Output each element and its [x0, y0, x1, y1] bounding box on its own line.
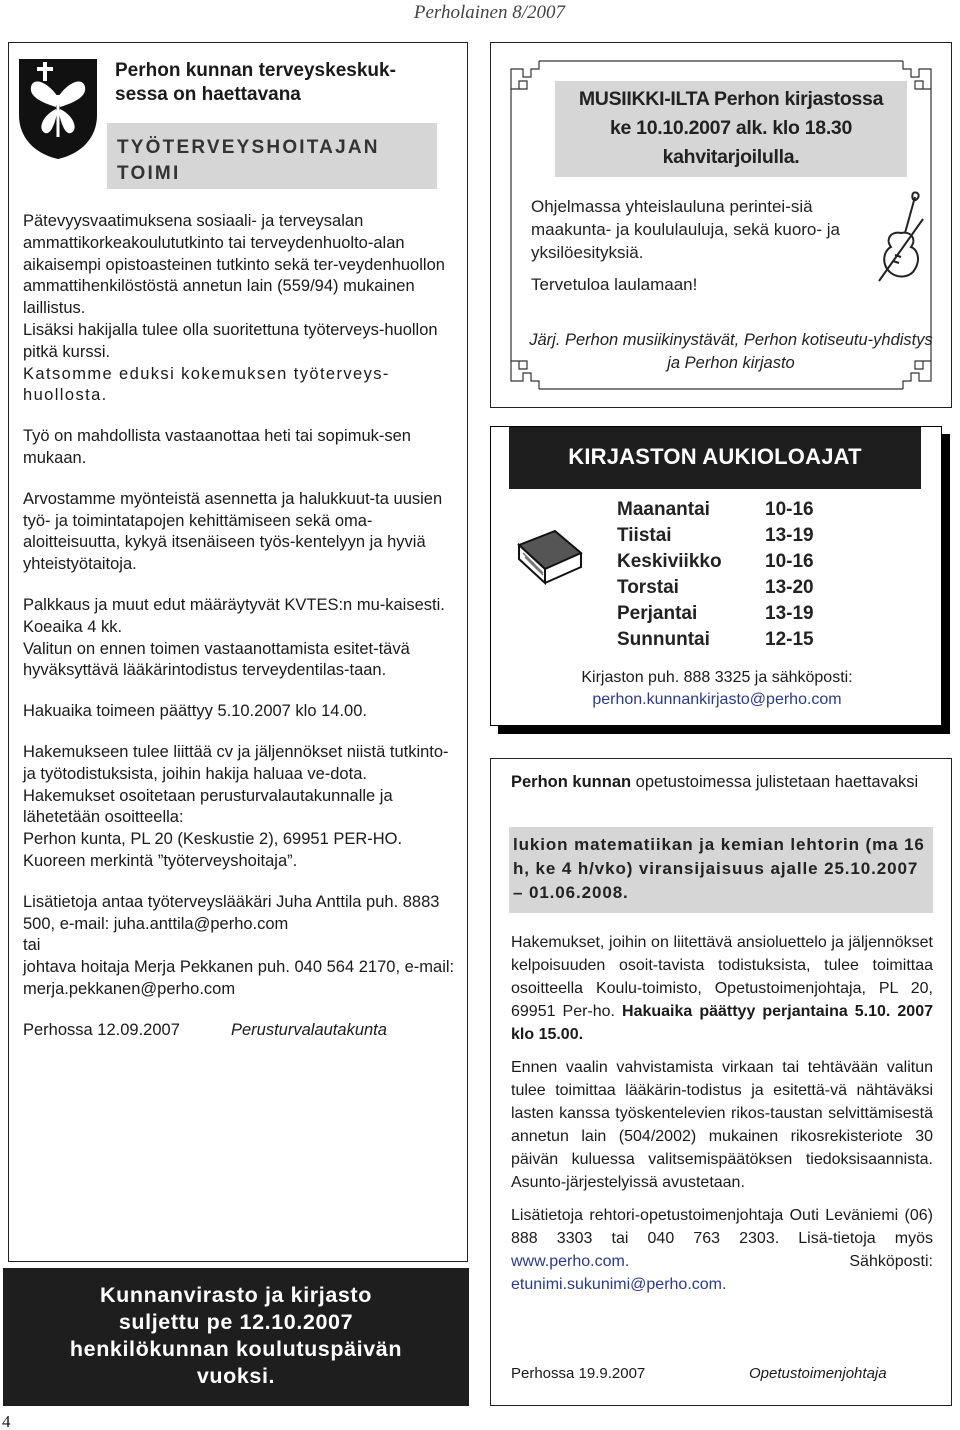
hours-day: Maanantai: [617, 499, 710, 520]
trial-text: Koeaika 4 kk.: [23, 617, 123, 636]
hours-day: Keskiviikko: [617, 551, 722, 572]
hours-time: 13-19: [765, 603, 814, 624]
library-title: KIRJASTON AUKIOLOAJAT: [509, 427, 921, 489]
attachments-text: Hakemukseen tulee liittää cv ja jäljennökset niistä tutkinto- ja työtodistuksista, joihin hakija haluaa ve-dota.: [23, 742, 449, 783]
job-ad: [8, 42, 468, 1262]
library-email-link[interactable]: perhon.kunnankirjasto@perho.com: [592, 691, 842, 708]
music-organizers: Järj. Perhon musiikinystävät, Perhon kotiseutu-yhdistys ja Perhon kirjasto: [529, 331, 933, 372]
violin-icon: [871, 189, 929, 291]
hours-row: [617, 549, 814, 575]
music-title: [555, 81, 907, 177]
job-ad-text: [23, 211, 455, 1042]
teacher-contact: [511, 1204, 933, 1296]
hours-row: [617, 575, 814, 601]
teacher-position: lukion matematiikan ja kemian lehtorin (ma 16 h, ke 4 h/vko) viransijaisuus ajalle 25.10.2007 – 01.06.2008.: [509, 827, 933, 913]
hours-time: 10-16: [765, 499, 814, 520]
hours-day: Torstai: [617, 577, 679, 598]
hours-day: Sunnuntai: [617, 629, 710, 650]
closure-line: Kunnanvirasto ja kirjasto: [100, 1283, 372, 1307]
library-hours: [490, 426, 942, 726]
ad-heading: Perhon kunnan terveyskeskuk-sessa on haettavana: [115, 60, 396, 105]
signature-place: Perhossa 19.9.2007: [511, 1365, 646, 1382]
signature-org: Opetustoimenjohtaja: [749, 1365, 887, 1382]
book-icon: [515, 523, 585, 593]
hours-day: Tiistai: [617, 525, 672, 546]
music-title-line: ke 10.10.2007 alk. klo 18.30: [609, 117, 853, 139]
address-intro: Hakemukset osoitetaan perusturvalautakunnalle ja lähetetään osoitteella:: [23, 786, 393, 827]
contact-or: tai: [23, 936, 41, 955]
music-title-line: MUSIIKKI-ILTA Perhon kirjastossa: [578, 88, 884, 110]
closure-line: suljettu pe 12.10.2007: [118, 1310, 354, 1334]
salary-text: Palkkaus ja muut edut määräytyvät KVTES:n mu-kaisesti.: [23, 595, 445, 614]
postal-address: Perhon kunta, PL 20 (Keskustie 2), 69951 PER-HO.: [23, 830, 403, 849]
hours-time: 13-20: [765, 577, 814, 598]
envelope-mark: Kuoreen merkintä ”työterveyshoitaja”.: [23, 851, 298, 870]
hours-row: [617, 523, 814, 549]
hours-day: Perjantai: [617, 603, 698, 624]
music-description: [531, 195, 881, 305]
job-ad-signature: [23, 1020, 455, 1042]
issue-header: Perholainen 8/2007: [413, 2, 565, 23]
library-contact: [491, 667, 943, 711]
experience-text: Katsomme eduksi kokemuksen työterveys-huollosta.: [23, 364, 390, 405]
signature-org: Perusturvalautakunta: [231, 1020, 387, 1039]
music-event-ad: [490, 42, 952, 408]
teacher-ad-text: [511, 931, 933, 1306]
music-program: Ohjelmassa yhteislauluna perintei-siä maakunta- ja koululauluja, sekä kuoro- ja yksilöesityksiä.: [531, 197, 841, 262]
teacher-ad-signature: [511, 1365, 931, 1382]
signature-place: Perhossa 12.09.2007: [23, 1020, 180, 1039]
intro-rest: opetustoimessa julistetaan haettavaksi: [631, 773, 919, 791]
application-body: Hakemukset, joihin on liitettävä ansioluettelo ja jäljennökset kelpoisuuden osoit-tavista todistuksista, tulee toimittaa osoitteella Koulu-toimisto, Opetustoimenjohtaja, PL 20, 69951 Per-ho.: [511, 934, 933, 1020]
teacher-ad: [490, 758, 952, 1406]
email-label: Sähköposti:: [629, 1253, 933, 1270]
opening-hours-table: [617, 497, 814, 653]
certificate-text: Valitun on ennen toimen vastaanottamista esitet-tävä hyväksyttävä lääkärintodistus terveydentilas-taan.: [23, 639, 410, 680]
email-link[interactable]: etunimi.sukunimi@perho.com.: [511, 1276, 727, 1293]
application-text: [511, 931, 933, 1046]
closure-line: henkilökunnan koulutuspäivän: [69, 1337, 403, 1361]
page-number: 4: [2, 1412, 11, 1430]
library-phone: Kirjaston puh. 888 3325 ja sähköposti:: [581, 669, 853, 686]
closure-notice: [3, 1268, 469, 1406]
teacher-contact-body: Lisätietoja rehtori-opetustoimenjohtaja Outi Leväniemi (06) 888 3303 tai 040 763 2303. Lisä-tietoja myös: [511, 1207, 933, 1247]
hours-time: 13-19: [765, 525, 814, 546]
closure-line: vuoksi.: [196, 1364, 276, 1388]
coat-of-arms-icon: [17, 57, 99, 161]
music-welcome: Tervetuloa laulamaan!: [531, 275, 698, 294]
music-title-line: kahvitarjoilulla.: [662, 146, 800, 168]
start-text: Työ on mahdollista vastaanottaa heti tai sopimuk-sen mukaan.: [23, 427, 411, 467]
job-title: TYÖTERVEYSHOITAJAN TOIMI: [107, 123, 437, 189]
deadline-text: Hakuaika toimeen päättyy 5.10.2007 klo 14.00.: [23, 702, 367, 721]
contact-nurse: johtava hoitaja Merja Pekkanen puh. 040 564 2170, e-mail: merja.pekkanen@perho.com: [23, 958, 455, 998]
website-link[interactable]: www.perho.com.: [511, 1253, 630, 1270]
hours-time: 10-16: [765, 551, 814, 572]
hours-row: [617, 601, 814, 627]
application-deadline: Hakuaika päättyy perjantaina 5.10. 2007 klo 15.00.: [511, 1003, 933, 1043]
hours-row: [617, 497, 814, 523]
qualification-text: Pätevyysvaatimuksena sosiaali- ja terveysalan ammattikorkeakoulututkinto tai terveydenhuolto-alan aikaisempi opistoasteinen tutkinto sekä ter-veydenhuollon ammattihenkilöstöstä annetun lain (559/94) mukainen laillistus.: [23, 212, 445, 318]
hours-time: 12-15: [765, 629, 814, 650]
certificate-requirements: Ennen vaalin vahvistamista virkaan tai tehtävään valitun tulee toimittaa lääkärin-todistus ja esitettä-vä nähtäväksi lasten kanssa työskentelevien rikos-taustan selvittämisestä annetun lain (504/2002) mukainen rikosrekisteriote 30 päivän kuluessa valitsemispäätöksen tiedoksisaannista. Asunto-järjestelyissä avustetaan.: [511, 1059, 933, 1191]
contact-doctor: Lisätietoja antaa työterveyslääkäri Juha Anttila puh. 8883 500, e-mail: juha.anttila@perho.com: [23, 892, 440, 933]
attitude-text: Arvostamme myönteistä asennetta ja halukkuut-ta uusien työ- ja toimintatapojen kehittämiseen sekä oma-aloitteisuutta, kykyä itsenäiseen työs-kentelyyn ja hyviä yhteistyötaitoja.: [23, 489, 443, 574]
course-text: Lisäksi hakijalla tulee olla suoritettuna työterveys-huollon pitkä kurssi.: [23, 320, 438, 361]
intro-bold: Perhon kunnan: [511, 773, 632, 791]
teacher-ad-intro: [511, 771, 931, 793]
hours-row: [617, 627, 814, 653]
